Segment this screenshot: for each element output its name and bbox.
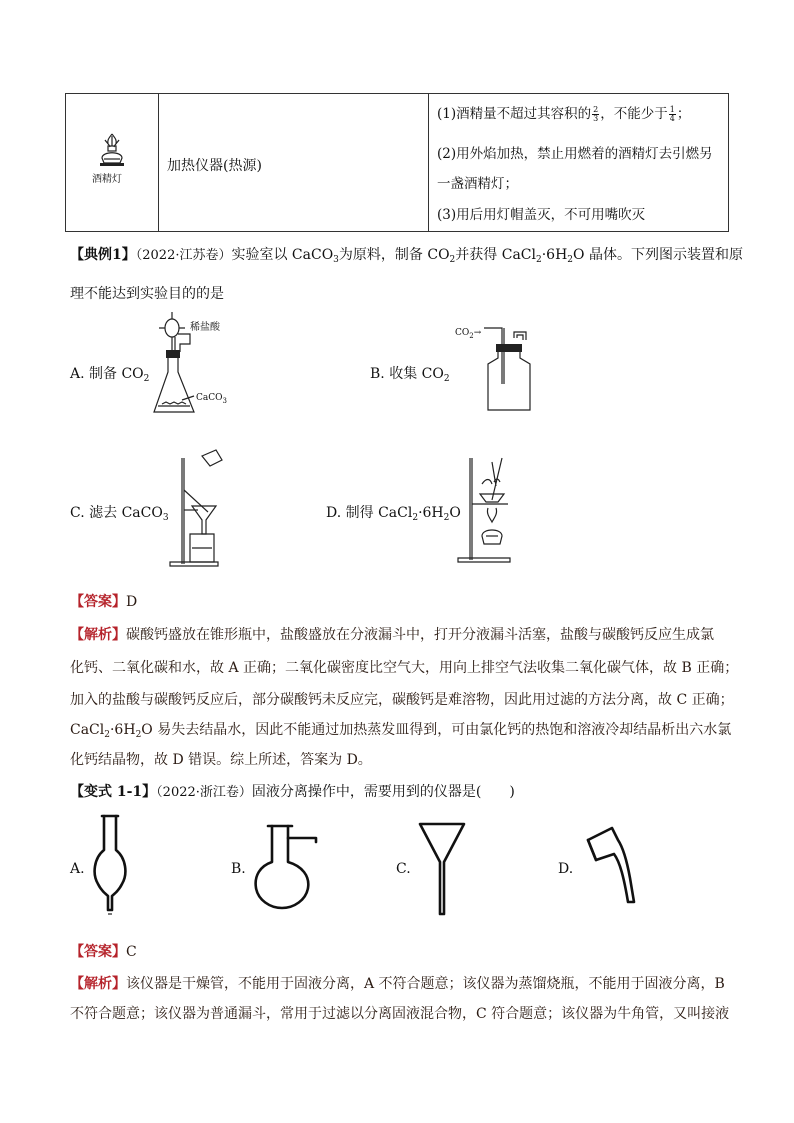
funnel-image [418,820,468,918]
table-divider [158,94,159,231]
variant1-analysis-line2: 不符合题意；该仪器为普通漏斗，常用于过滤以分离固液混合物，C 符合题意；该仪器为牛角管，又叫接液 [70,1006,730,1022]
variant1-analysis-line1: 【解析】该仪器是干燥管，不能用于固液分离，A 不符合题意；该仪器为蒸馏烧瓶，不能用于固液分离，B [70,976,725,992]
example1-analysis-line5: 化钙结晶物，故 D 错误。综上所述，答案为 D。 [70,752,372,768]
instrument-table [65,93,729,232]
example1-analysis-line2: 化钙、二氧化碳和水，故 A 正确；二氧化碳密度比空气大，用向上排空气法收集二氧化碳气体，故 B 正确； [70,660,739,676]
alcohol-lamp-label: 酒精灯 [92,174,122,185]
variant1-option-b: B. [231,861,246,877]
example1-analysis-line4: $CaCl_2\cdot 6H_2O$ 易失去结晶水，因此不能通过加热蒸发皿得到，可由氯化钙的热饱和溶液冷却结晶析出六水氯 [70,722,732,740]
example1-analysis-line1: 【解析】碳酸钙盛放在锥形瓶中，盐酸盛放在分液漏斗中，打开分液漏斗活塞，盐酸与碳酸钙反应生成氯 [70,627,714,643]
figure-b-apparatus [484,322,534,412]
distilling-flask-image [252,822,324,910]
variant1-question: 【变式 1-1】（2022·浙江卷）固液分离操作中，需要用到的仪器是( ) [70,784,515,800]
label-dilute-hcl: 稀盐酸 [190,322,220,333]
figure-c-apparatus [168,450,228,570]
option-b-label: B. 收集 $CO_2$ [370,366,450,384]
example1-question-line1: 【典例1】（2022·江苏卷）实验室以 CaCO$_3$为原料，制备 $CO_2$并获得 $CaCl_2\cdot 6H_2O$ 晶体。下列图示装置和原 [70,247,743,265]
variant1-option-a: A. [70,861,85,877]
option-d-label: D. 制得 $CaCl_2\cdot 6H_2O$ [326,505,461,523]
table-divider [428,94,429,231]
label-caco3: CaCO$_3$ [196,393,227,405]
option-a-label: A. 制备 $CO_2$ [70,366,150,384]
option-c-label: C. 滤去 CaCO$_3$ [70,505,169,523]
note-2-line2: 一盏酒精灯； [437,176,518,192]
example1-answer: 【答案】D [70,594,138,610]
note-2-line1: (2)用外焰加热，禁止用燃着的酒精灯去引燃另 [437,146,713,162]
example1-question-line2: 理不能达到实验目的的是 [70,286,224,302]
adapter-image [582,826,642,906]
drying-tube-image [90,814,130,918]
example1-analysis-line3: 加入的盐酸与碳酸钙反应后，部分碳酸钙未反应完，碳酸钙是难溶物，因此用过滤的方法分离，故 C 正确； [70,692,734,708]
variant1-option-c: C. [396,861,411,877]
figure-d-apparatus [452,456,512,566]
alcohol-lamp-icon [94,132,130,170]
note-3: (3)用后用灯帽盖灭，不可用嘴吹灭 [437,207,646,223]
category-cell: 加热仪器(热源) [167,158,262,174]
note-1: (1)酒精量不超过其容积的 $\frac{2}{3}$ ，不能少于 $\frac{1}{4}$ ； [437,105,691,123]
label-co2: $CO_2\to$ [455,328,482,340]
variant1-answer: 【答案】C [70,944,137,960]
variant1-option-d: D. [558,861,574,877]
